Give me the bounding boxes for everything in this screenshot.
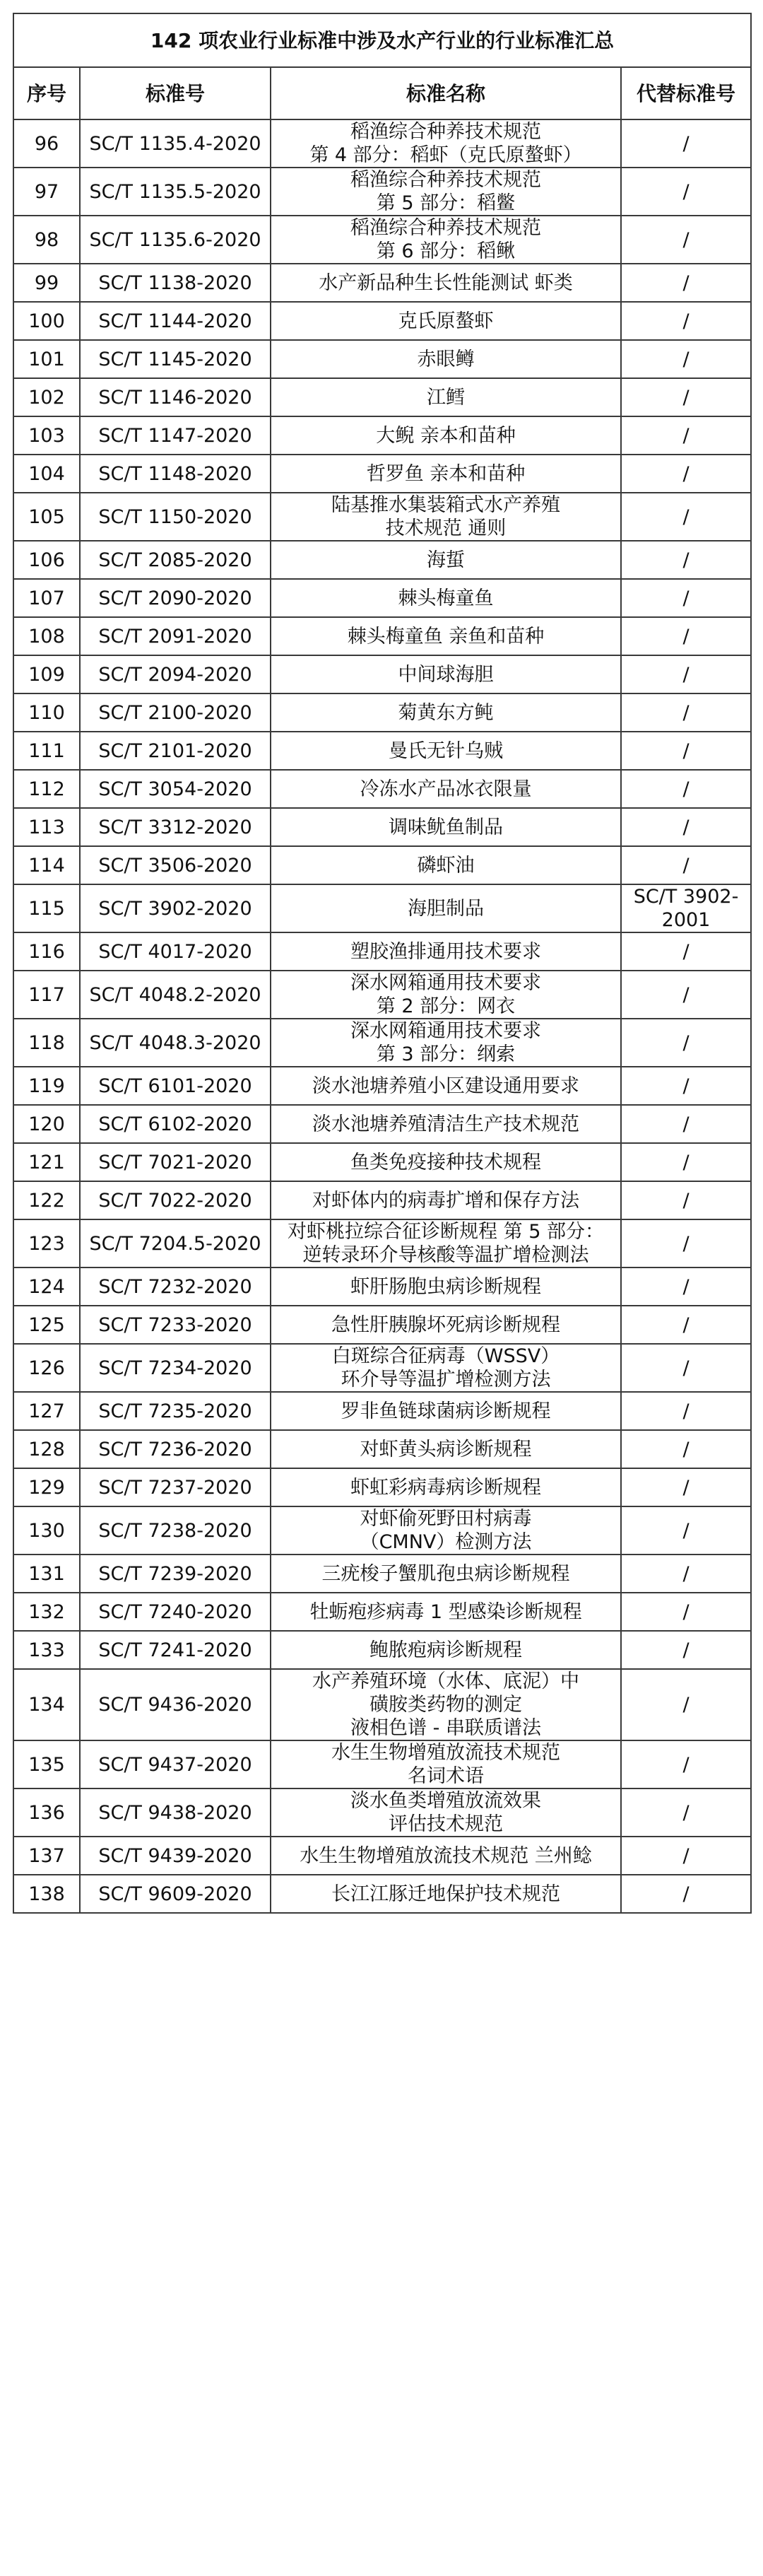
cell-replaced-standard: / bbox=[621, 655, 751, 693]
cell-standard-name: 稻渔综合种养技术规范 第 4 部分：稻虾（克氏原螯虾） bbox=[271, 119, 621, 168]
cell-replaced-standard: / bbox=[621, 1506, 751, 1555]
cell-number: 124 bbox=[13, 1267, 80, 1306]
cell-standard-code: SC/T 3506-2020 bbox=[80, 846, 271, 884]
cell-number: 98 bbox=[13, 216, 80, 264]
cell-number: 110 bbox=[13, 693, 80, 732]
cell-replaced-standard: / bbox=[621, 378, 751, 416]
cell-standard-code: SC/T 7204.5-2020 bbox=[80, 1219, 271, 1267]
cell-replaced-standard: / bbox=[621, 455, 751, 493]
cell-standard-name: 牡蛎疱疹病毒 1 型感染诊断规程 bbox=[271, 1593, 621, 1631]
table-row bbox=[13, 216, 751, 264]
cell-standard-code: SC/T 2090-2020 bbox=[80, 579, 271, 617]
cell-number: 105 bbox=[13, 493, 80, 541]
cell-standard-name: 江鳕 bbox=[271, 378, 621, 416]
cell-number: 129 bbox=[13, 1468, 80, 1506]
table-row bbox=[13, 1181, 751, 1219]
cell-replaced-standard: / bbox=[621, 932, 751, 971]
table-row bbox=[13, 1219, 751, 1267]
cell-number: 100 bbox=[13, 302, 80, 340]
cell-standard-code: SC/T 7241-2020 bbox=[80, 1631, 271, 1669]
cell-replaced-standard: / bbox=[621, 416, 751, 455]
table-row bbox=[13, 264, 751, 302]
cell-number: 135 bbox=[13, 1740, 80, 1788]
cell-replaced-standard: / bbox=[621, 216, 751, 264]
table-row bbox=[13, 378, 751, 416]
cell-number: 132 bbox=[13, 1593, 80, 1631]
cell-number: 121 bbox=[13, 1143, 80, 1181]
cell-replaced-standard: / bbox=[621, 119, 751, 168]
cell-standard-code: SC/T 2094-2020 bbox=[80, 655, 271, 693]
cell-standard-name: 赤眼鳟 bbox=[271, 340, 621, 378]
cell-standard-code: SC/T 3054-2020 bbox=[80, 770, 271, 808]
cell-replaced-standard: / bbox=[621, 1669, 751, 1740]
cell-standard-name: 罗非鱼链球菌病诊断规程 bbox=[271, 1392, 621, 1430]
cell-standard-code: SC/T 3902-2020 bbox=[80, 884, 271, 932]
cell-replaced-standard: / bbox=[621, 1468, 751, 1506]
cell-replaced-standard: / bbox=[621, 340, 751, 378]
column-header-code: 标准号 bbox=[80, 67, 271, 119]
cell-standard-name: 调味鱿鱼制品 bbox=[271, 808, 621, 846]
cell-number: 122 bbox=[13, 1181, 80, 1219]
cell-standard-name: 长江江豚迁地保护技术规范 bbox=[271, 1875, 621, 1913]
table-row bbox=[13, 1875, 751, 1913]
cell-standard-code: SC/T 7235-2020 bbox=[80, 1392, 271, 1430]
cell-standard-code: SC/T 7239-2020 bbox=[80, 1555, 271, 1593]
table-row bbox=[13, 340, 751, 378]
cell-standard-name: 三疣梭子蟹肌孢虫病诊断规程 bbox=[271, 1555, 621, 1593]
cell-replaced-standard: / bbox=[621, 1067, 751, 1105]
cell-standard-code: SC/T 9437-2020 bbox=[80, 1740, 271, 1788]
cell-standard-name: 磷虾油 bbox=[271, 846, 621, 884]
table-row bbox=[13, 1837, 751, 1875]
cell-replaced-standard: / bbox=[621, 1344, 751, 1392]
cell-number: 118 bbox=[13, 1019, 80, 1067]
cell-number: 102 bbox=[13, 378, 80, 416]
cell-replaced-standard: / bbox=[621, 541, 751, 579]
cell-replaced-standard: / bbox=[621, 302, 751, 340]
cell-standard-name: 虾肝肠胞虫病诊断规程 bbox=[271, 1267, 621, 1306]
cell-standard-name: 鱼类免疫接种技术规程 bbox=[271, 1143, 621, 1181]
cell-number: 106 bbox=[13, 541, 80, 579]
table-row bbox=[13, 732, 751, 770]
cell-number: 97 bbox=[13, 168, 80, 216]
table-row bbox=[13, 1392, 751, 1430]
cell-replaced-standard: / bbox=[621, 1555, 751, 1593]
cell-replaced-standard: / bbox=[621, 693, 751, 732]
cell-replaced-standard: / bbox=[621, 1392, 751, 1430]
cell-standard-name: 海蜇 bbox=[271, 541, 621, 579]
cell-standard-name: 塑胶渔排通用技术要求 bbox=[271, 932, 621, 971]
cell-standard-code: SC/T 3312-2020 bbox=[80, 808, 271, 846]
table-row bbox=[13, 884, 751, 932]
cell-number: 131 bbox=[13, 1555, 80, 1593]
cell-number: 101 bbox=[13, 340, 80, 378]
cell-replaced-standard: / bbox=[621, 1837, 751, 1875]
cell-number: 128 bbox=[13, 1430, 80, 1468]
cell-standard-code: SC/T 4017-2020 bbox=[80, 932, 271, 971]
cell-standard-name: 淡水池塘养殖清洁生产技术规范 bbox=[271, 1105, 621, 1143]
cell-standard-code: SC/T 7237-2020 bbox=[80, 1468, 271, 1506]
cell-replaced-standard: / bbox=[621, 846, 751, 884]
cell-standard-name: 鲍脓疱病诊断规程 bbox=[271, 1631, 621, 1669]
table-row bbox=[13, 1267, 751, 1306]
cell-standard-name: 菊黄东方鲀 bbox=[271, 693, 621, 732]
cell-standard-name: 哲罗鱼 亲本和苗种 bbox=[271, 455, 621, 493]
cell-standard-code: SC/T 9439-2020 bbox=[80, 1837, 271, 1875]
cell-replaced-standard: / bbox=[621, 1267, 751, 1306]
table-row bbox=[13, 1344, 751, 1392]
table-row bbox=[13, 168, 751, 216]
cell-standard-code: SC/T 1135.6-2020 bbox=[80, 216, 271, 264]
cell-standard-code: SC/T 4048.2-2020 bbox=[80, 971, 271, 1019]
cell-number: 99 bbox=[13, 264, 80, 302]
cell-standard-name: 克氏原螯虾 bbox=[271, 302, 621, 340]
cell-number: 125 bbox=[13, 1306, 80, 1344]
cell-standard-code: SC/T 7022-2020 bbox=[80, 1181, 271, 1219]
cell-number: 103 bbox=[13, 416, 80, 455]
cell-standard-code: SC/T 1138-2020 bbox=[80, 264, 271, 302]
cell-standard-name: 大鲵 亲本和苗种 bbox=[271, 416, 621, 455]
table-row bbox=[13, 1067, 751, 1105]
cell-standard-name: 水产养殖环境（水体、底泥）中 磺胺类药物的测定 液相色谱 - 串联质谱法 bbox=[271, 1669, 621, 1740]
cell-number: 112 bbox=[13, 770, 80, 808]
table-row bbox=[13, 1631, 751, 1669]
cell-number: 127 bbox=[13, 1392, 80, 1430]
table-row bbox=[13, 1430, 751, 1468]
cell-number: 138 bbox=[13, 1875, 80, 1913]
column-header-number: 序号 bbox=[13, 67, 80, 119]
cell-standard-code: SC/T 7234-2020 bbox=[80, 1344, 271, 1392]
cell-standard-code: SC/T 2100-2020 bbox=[80, 693, 271, 732]
table-row bbox=[13, 808, 751, 846]
column-header-replaces: 代替标准号 bbox=[621, 67, 751, 119]
cell-number: 117 bbox=[13, 971, 80, 1019]
cell-standard-name: 对虾体内的病毒扩增和保存方法 bbox=[271, 1181, 621, 1219]
cell-replaced-standard: / bbox=[621, 1740, 751, 1788]
cell-standard-code: SC/T 6102-2020 bbox=[80, 1105, 271, 1143]
table-row bbox=[13, 971, 751, 1019]
cell-standard-code: SC/T 7240-2020 bbox=[80, 1593, 271, 1631]
cell-standard-name: 中间球海胆 bbox=[271, 655, 621, 693]
table-row bbox=[13, 1506, 751, 1555]
cell-standard-name: 棘头梅童鱼 bbox=[271, 579, 621, 617]
table-row bbox=[13, 770, 751, 808]
cell-standard-name: 淡水池塘养殖小区建设通用要求 bbox=[271, 1067, 621, 1105]
table-row bbox=[13, 302, 751, 340]
column-header-name: 标准名称 bbox=[271, 67, 621, 119]
table-row bbox=[13, 617, 751, 655]
cell-number: 113 bbox=[13, 808, 80, 846]
cell-replaced-standard: / bbox=[621, 1631, 751, 1669]
cell-number: 111 bbox=[13, 732, 80, 770]
cell-replaced-standard: / bbox=[621, 770, 751, 808]
cell-replaced-standard: / bbox=[621, 1875, 751, 1913]
table-row bbox=[13, 1105, 751, 1143]
table-row bbox=[13, 1555, 751, 1593]
cell-standard-name: 水生生物增殖放流技术规范 名词术语 bbox=[271, 1740, 621, 1788]
cell-replaced-standard: / bbox=[621, 1430, 751, 1468]
cell-standard-code: SC/T 1135.4-2020 bbox=[80, 119, 271, 168]
table-title: 142 项农业行业标准中涉及水产行业的行业标准汇总 bbox=[13, 13, 751, 67]
cell-standard-code: SC/T 7232-2020 bbox=[80, 1267, 271, 1306]
cell-standard-code: SC/T 9609-2020 bbox=[80, 1875, 271, 1913]
cell-number: 137 bbox=[13, 1837, 80, 1875]
cell-standard-name: 水生生物增殖放流技术规范 兰州鲶 bbox=[271, 1837, 621, 1875]
cell-replaced-standard: / bbox=[621, 617, 751, 655]
table-row bbox=[13, 119, 751, 168]
cell-standard-code: SC/T 9436-2020 bbox=[80, 1669, 271, 1740]
table-row bbox=[13, 493, 751, 541]
cell-standard-code: SC/T 2085-2020 bbox=[80, 541, 271, 579]
cell-replaced-standard: / bbox=[621, 264, 751, 302]
table-row bbox=[13, 655, 751, 693]
cell-standard-name: 对虾偷死野田村病毒 （CMNV）检测方法 bbox=[271, 1506, 621, 1555]
table-row bbox=[13, 1143, 751, 1181]
cell-standard-code: SC/T 1144-2020 bbox=[80, 302, 271, 340]
table-row bbox=[13, 1788, 751, 1837]
cell-number: 104 bbox=[13, 455, 80, 493]
cell-replaced-standard: / bbox=[621, 971, 751, 1019]
table-row bbox=[13, 1019, 751, 1067]
cell-replaced-standard: / bbox=[621, 732, 751, 770]
cell-standard-name: 曼氏无针乌贼 bbox=[271, 732, 621, 770]
table-row bbox=[13, 846, 751, 884]
cell-standard-code: SC/T 7021-2020 bbox=[80, 1143, 271, 1181]
cell-standard-code: SC/T 2091-2020 bbox=[80, 617, 271, 655]
cell-standard-code: SC/T 1145-2020 bbox=[80, 340, 271, 378]
cell-number: 96 bbox=[13, 119, 80, 168]
cell-number: 116 bbox=[13, 932, 80, 971]
cell-number: 120 bbox=[13, 1105, 80, 1143]
table-body bbox=[13, 119, 751, 1913]
cell-number: 123 bbox=[13, 1219, 80, 1267]
cell-replaced-standard: / bbox=[621, 168, 751, 216]
cell-replaced-standard: / bbox=[621, 1181, 751, 1219]
table-row bbox=[13, 1593, 751, 1631]
cell-standard-name: 对虾黄头病诊断规程 bbox=[271, 1430, 621, 1468]
cell-standard-name: 白斑综合征病毒（WSSV） 环介导等温扩增检测方法 bbox=[271, 1344, 621, 1392]
table-row bbox=[13, 932, 751, 971]
cell-standard-name: 急性肝胰腺坏死病诊断规程 bbox=[271, 1306, 621, 1344]
cell-standard-code: SC/T 1150-2020 bbox=[80, 493, 271, 541]
cell-standard-code: SC/T 7233-2020 bbox=[80, 1306, 271, 1344]
cell-standard-name: 深水网箱通用技术要求 第 2 部分：网衣 bbox=[271, 971, 621, 1019]
cell-replaced-standard: SC/T 3902- 2001 bbox=[621, 884, 751, 932]
cell-standard-code: SC/T 7238-2020 bbox=[80, 1506, 271, 1555]
cell-number: 107 bbox=[13, 579, 80, 617]
cell-standard-name: 棘头梅童鱼 亲鱼和苗种 bbox=[271, 617, 621, 655]
cell-replaced-standard: / bbox=[621, 808, 751, 846]
cell-standard-code: SC/T 2101-2020 bbox=[80, 732, 271, 770]
cell-number: 108 bbox=[13, 617, 80, 655]
cell-replaced-standard: / bbox=[621, 579, 751, 617]
cell-standard-name: 淡水鱼类增殖放流效果 评估技术规范 bbox=[271, 1788, 621, 1837]
cell-number: 114 bbox=[13, 846, 80, 884]
cell-standard-name: 陆基推水集装箱式水产养殖 技术规范 通则 bbox=[271, 493, 621, 541]
cell-standard-name: 对虾桃拉综合征诊断规程 第 5 部分： 逆转录环介导核酸等温扩增检测法 bbox=[271, 1219, 621, 1267]
standards-table bbox=[13, 13, 752, 1914]
cell-number: 109 bbox=[13, 655, 80, 693]
table-row bbox=[13, 1740, 751, 1788]
table-row bbox=[13, 1306, 751, 1344]
cell-replaced-standard: / bbox=[621, 1306, 751, 1344]
cell-number: 130 bbox=[13, 1506, 80, 1555]
cell-standard-name: 虾虹彩病毒病诊断规程 bbox=[271, 1468, 621, 1506]
cell-standard-code: SC/T 7236-2020 bbox=[80, 1430, 271, 1468]
cell-number: 136 bbox=[13, 1788, 80, 1837]
cell-number: 115 bbox=[13, 884, 80, 932]
table-row bbox=[13, 1669, 751, 1740]
cell-standard-code: SC/T 1135.5-2020 bbox=[80, 168, 271, 216]
cell-number: 133 bbox=[13, 1631, 80, 1669]
cell-replaced-standard: / bbox=[621, 1105, 751, 1143]
table-row bbox=[13, 579, 751, 617]
cell-replaced-standard: / bbox=[621, 1593, 751, 1631]
cell-standard-code: SC/T 6101-2020 bbox=[80, 1067, 271, 1105]
cell-standard-name: 深水网箱通用技术要求 第 3 部分：纲索 bbox=[271, 1019, 621, 1067]
cell-number: 126 bbox=[13, 1344, 80, 1392]
cell-standard-name: 稻渔综合种养技术规范 第 5 部分：稻鳖 bbox=[271, 168, 621, 216]
cell-replaced-standard: / bbox=[621, 1788, 751, 1837]
cell-number: 134 bbox=[13, 1669, 80, 1740]
table-row bbox=[13, 416, 751, 455]
table-row bbox=[13, 455, 751, 493]
cell-replaced-standard: / bbox=[621, 1019, 751, 1067]
cell-standard-name: 水产新品种生长性能测试 虾类 bbox=[271, 264, 621, 302]
standards-table-container bbox=[13, 13, 750, 1914]
cell-standard-code: SC/T 1146-2020 bbox=[80, 378, 271, 416]
cell-standard-code: SC/T 1147-2020 bbox=[80, 416, 271, 455]
cell-standard-name: 冷冻水产品冰衣限量 bbox=[271, 770, 621, 808]
cell-standard-code: SC/T 9438-2020 bbox=[80, 1788, 271, 1837]
cell-replaced-standard: / bbox=[621, 1143, 751, 1181]
cell-number: 119 bbox=[13, 1067, 80, 1105]
cell-standard-name: 稻渔综合种养技术规范 第 6 部分：稻鳅 bbox=[271, 216, 621, 264]
table-row bbox=[13, 693, 751, 732]
cell-standard-code: SC/T 4048.3-2020 bbox=[80, 1019, 271, 1067]
cell-standard-code: SC/T 1148-2020 bbox=[80, 455, 271, 493]
table-row bbox=[13, 541, 751, 579]
cell-replaced-standard: / bbox=[621, 493, 751, 541]
table-row bbox=[13, 1468, 751, 1506]
cell-standard-name: 海胆制品 bbox=[271, 884, 621, 932]
cell-replaced-standard: / bbox=[621, 1219, 751, 1267]
